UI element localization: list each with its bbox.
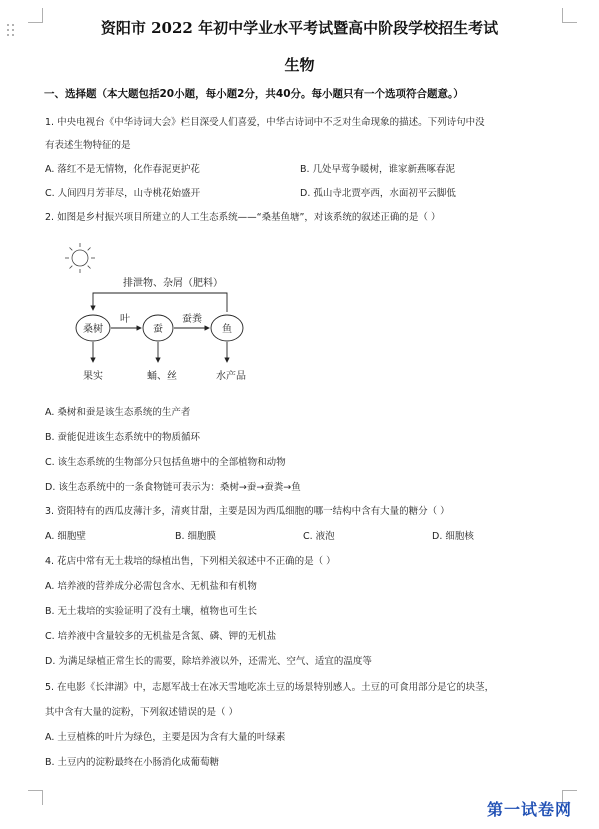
fertilizer-arrow bbox=[93, 293, 227, 312]
site-watermark: 第一试卷网 bbox=[487, 800, 573, 819]
q2-option-a: A. 桑树和蚕是该生态系统的生产者 bbox=[45, 407, 191, 418]
q3-option-a: A. 细胞壁 bbox=[45, 531, 86, 542]
q5-stem-line2: 其中含有大量的淀粉，下列叙述错误的是（ ） bbox=[45, 707, 239, 718]
q1-stem-line1: 1. 中央电视台《中华诗词大会》栏目深受人们喜爱，中华古诗词中不乏对生命现象的描述。下列诗句中没 bbox=[45, 117, 485, 128]
q5-stem-line1: 5. 在电影《长津湖》中，志愿军战士在冰天雪地吃冻土豆的场景特别感人。土豆的可食用部分是它的块茎， bbox=[45, 682, 495, 693]
q4-option-b: B. 无土栽培的实验证明了没有土壤，植物也可生长 bbox=[45, 606, 258, 617]
exam-title: 资阳市 2022 年初中学业水平考试暨高中阶段学校招生考试 bbox=[100, 19, 499, 37]
mulberry-fish-pond-diagram bbox=[55, 238, 295, 388]
output-silk: 蛹、丝 bbox=[147, 371, 177, 382]
droppings-arrow-label: 蚕粪 bbox=[182, 314, 202, 325]
output-aquatic: 水产品 bbox=[216, 371, 246, 382]
node-silkworm-label: 蚕 bbox=[153, 324, 163, 335]
q2-option-b: B. 蚕能促进该生态系统中的物质循环 bbox=[45, 432, 201, 443]
sun-icon bbox=[65, 243, 95, 273]
q3-option-b: B. 细胞膜 bbox=[175, 531, 217, 542]
q5-option-a: A. 土豆植株的叶片为绿色，主要是因为含有大量的叶绿素 bbox=[45, 732, 286, 743]
q2-stem: 2. 如图是乡村振兴项目所建立的人工生态系统——“桑基鱼塘”，对该系统的叙述正确的是（ ） bbox=[45, 212, 441, 223]
output-fruit: 果实 bbox=[83, 371, 103, 382]
q4-option-d: D. 为满足绿植正常生长的需要，除培养液以外，还需光、空气、适宜的温度等 bbox=[45, 656, 372, 667]
q4-option-a: A. 培养液的营养成分必需包含水、无机盐和有机物 bbox=[45, 581, 257, 592]
subject-title: 生物 bbox=[284, 56, 315, 74]
q4-option-c: C. 培养液中含量较多的无机盐是含氮、磷、钾的无机盐 bbox=[45, 631, 277, 642]
crop-mark-bottom-left bbox=[28, 790, 43, 805]
q2-option-d: D. 该生态系统中的一条食物链可表示为：桑树→蚕→蚕粪→鱼 bbox=[45, 482, 301, 493]
q5-option-b: B. 土豆内的淀粉最终在小肠消化成葡萄糖 bbox=[45, 757, 220, 768]
fertilizer-label: 排泄物、杂屑（肥料） bbox=[123, 278, 223, 289]
q3-option-d: D. 细胞核 bbox=[432, 531, 474, 542]
q1-option-a: A. 落红不是无情物，化作春泥更护花 bbox=[45, 164, 200, 175]
q1-option-d: D. 孤山寺北贾亭西，水面初平云脚低 bbox=[300, 188, 456, 199]
node-fish-label: 鱼 bbox=[222, 324, 232, 335]
q1-option-b: B. 几处早莺争暖树，谁家新燕啄春泥 bbox=[300, 164, 456, 175]
section-heading: 一、选择题（本大题包括20小题，每小题2分，共40分。每小题只有一个选项符合题意。） bbox=[44, 88, 464, 100]
node-mulberry-label: 桑树 bbox=[83, 324, 103, 335]
q4-stem: 4. 花店中常有无土栽培的绿植出售，下列相关叙述中不正确的是（ ） bbox=[45, 556, 336, 567]
leaf-arrow-label: 叶 bbox=[120, 314, 130, 325]
q1-option-c: C. 人间四月芳菲尽，山寺桃花始盛开 bbox=[45, 188, 201, 199]
q1-stem-line2: 有表述生物特征的是 bbox=[45, 140, 131, 151]
q3-stem: 3. 资阳特有的西瓜皮薄汁多，清爽甘甜，主要是因为西瓜细胞的哪一结构中含有大量的糖分（ ） bbox=[45, 506, 450, 517]
q2-option-c: C. 该生态系统的生物部分只包括鱼塘中的全部植物和动物 bbox=[45, 457, 286, 468]
q3-option-c: C. 液泡 bbox=[303, 531, 335, 542]
